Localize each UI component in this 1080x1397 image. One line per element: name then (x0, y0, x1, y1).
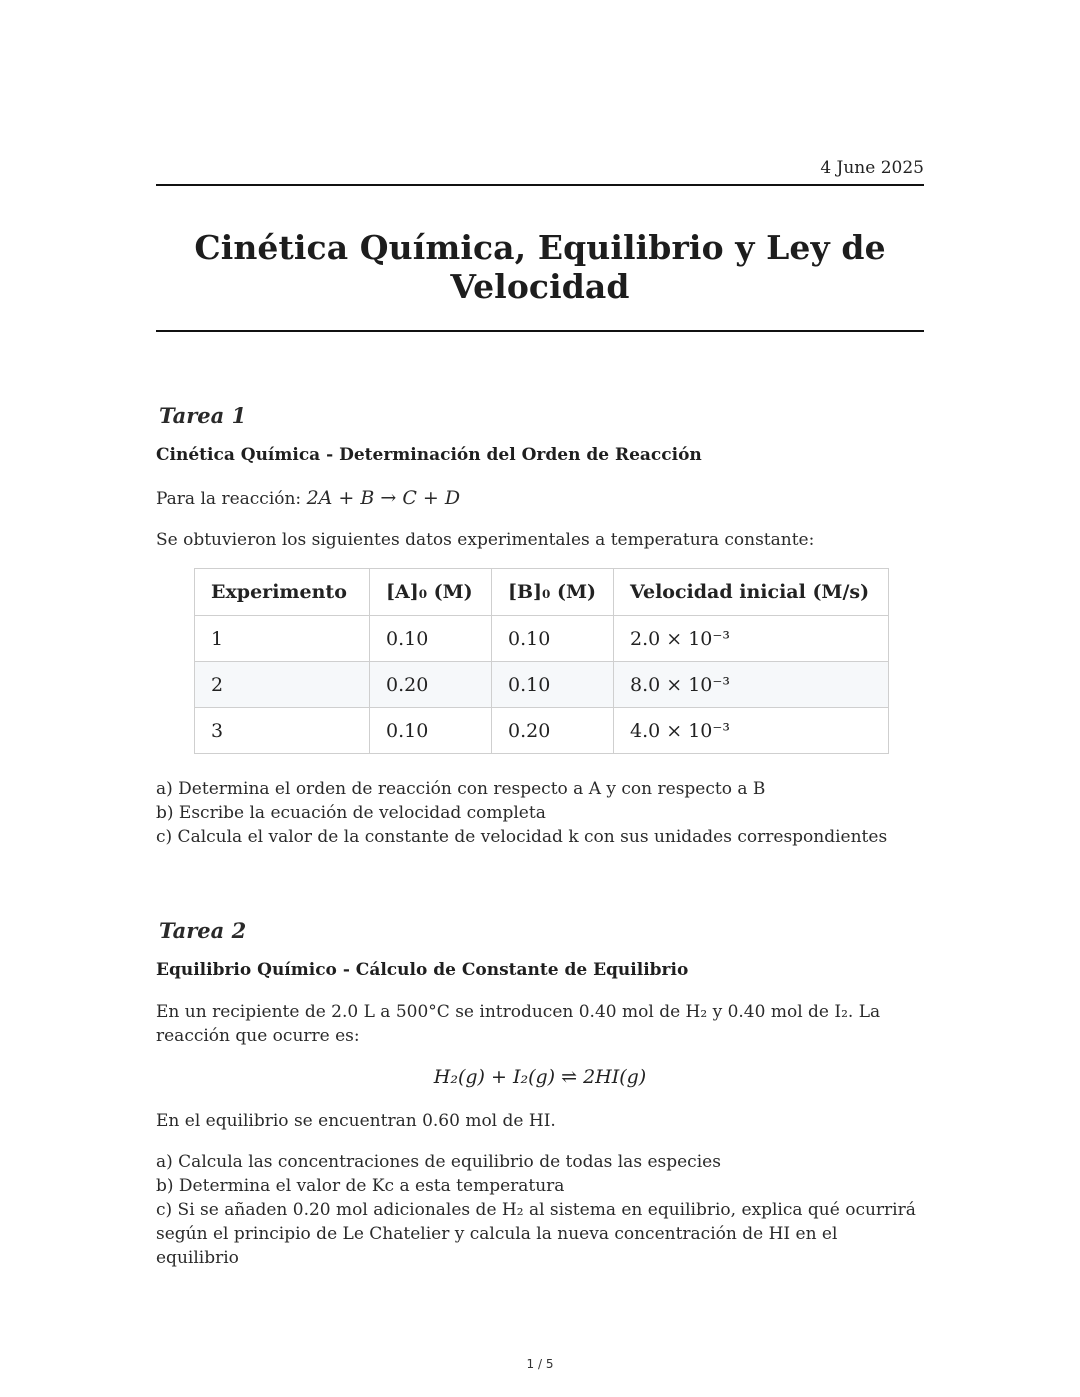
cell-conc-b: 0.10 (492, 616, 614, 662)
task2-question-b: b) Determina el valor de Kc a esta temperatura (156, 1176, 565, 1196)
cell-rate: 4.0 × 10⁻³ (614, 708, 889, 754)
kinetics-data-table (194, 568, 889, 754)
page-number: 1 / 5 (526, 1357, 554, 1371)
table-header-row (195, 569, 889, 616)
task2-subtitle: Equilibrio Químico - Cálculo de Constante de Equilibrio (156, 960, 689, 980)
cell-experiment: 3 (195, 708, 370, 754)
header-experiment: Experimento (195, 569, 370, 616)
task2-questions (156, 1150, 916, 1270)
cell-conc-a: 0.10 (370, 708, 492, 754)
document-date: 4 June 2025 (820, 158, 924, 178)
header-conc-b: [B]₀ (M) (492, 569, 614, 616)
cell-experiment: 1 (195, 616, 370, 662)
task1-questions (156, 777, 916, 849)
cell-conc-a: 0.10 (370, 616, 492, 662)
task1-question-c: c) Calcula el valor de la constante de velocidad k con sus unidades correspondientes (156, 827, 888, 847)
cell-experiment: 2 (195, 662, 370, 708)
task1-question-a: a) Determina el orden de reacción con respecto a A y con respecto a B (156, 779, 766, 799)
cell-conc-b: 0.10 (492, 662, 614, 708)
task1-label: Tarea 1 (159, 403, 247, 428)
task2-intro-line2: reacción que ocurre es: (156, 1026, 360, 1046)
cell-rate: 2.0 × 10⁻³ (614, 616, 889, 662)
task2-equilibrium-text: En el equilibrio se encuentran 0.60 mol de HI. (156, 1111, 556, 1131)
task2-question-a: a) Calcula las concentraciones de equilibrio de todas las especies (156, 1152, 721, 1172)
task1-data-intro: Se obtuvieron los siguientes datos experimentales a temperatura constante: (156, 530, 815, 550)
task1-question-b: b) Escribe la ecuación de velocidad completa (156, 803, 546, 823)
task1-reaction: 2A + B → C + D (306, 487, 461, 509)
header-initial-rate: Velocidad inicial (M/s) (614, 569, 889, 616)
task2-intro-line1: En un recipiente de 2.0 L a 500°C se introducen 0.40 mol de H₂ y 0.40 mol de I₂. La (156, 1002, 881, 1022)
table-row (195, 708, 889, 754)
header-rule-top (156, 184, 924, 186)
task1-subtitle: Cinética Química - Determinación del Orden de Reacción (156, 445, 702, 465)
table-row (195, 616, 889, 662)
cell-rate: 8.0 × 10⁻³ (614, 662, 889, 708)
task2-question-c-cont: según el principio de Le Chatelier y calcula la nueva concentración de HI en el equilibrio (156, 1224, 838, 1268)
table-row (195, 662, 889, 708)
task2-intro (156, 1000, 916, 1048)
cell-conc-b: 0.20 (492, 708, 614, 754)
task2-label: Tarea 2 (159, 918, 247, 943)
cell-conc-a: 0.20 (370, 662, 492, 708)
document-title: Cinética Química, Equilibrio y Ley de Velocidad (194, 228, 886, 306)
header-rule-bottom (156, 330, 924, 332)
task1-intro-text: Para la reacción: (156, 489, 307, 509)
task1-reaction-line (156, 486, 916, 511)
task2-question-c: c) Si se añaden 0.20 mol adicionales de H₂ al sistema en equilibrio, explica qué ocurrirá (156, 1200, 916, 1220)
task2-equation: H₂(g) + I₂(g) ⇌ 2HI(g) (433, 1066, 647, 1088)
header-conc-a: [A]₀ (M) (370, 569, 492, 616)
